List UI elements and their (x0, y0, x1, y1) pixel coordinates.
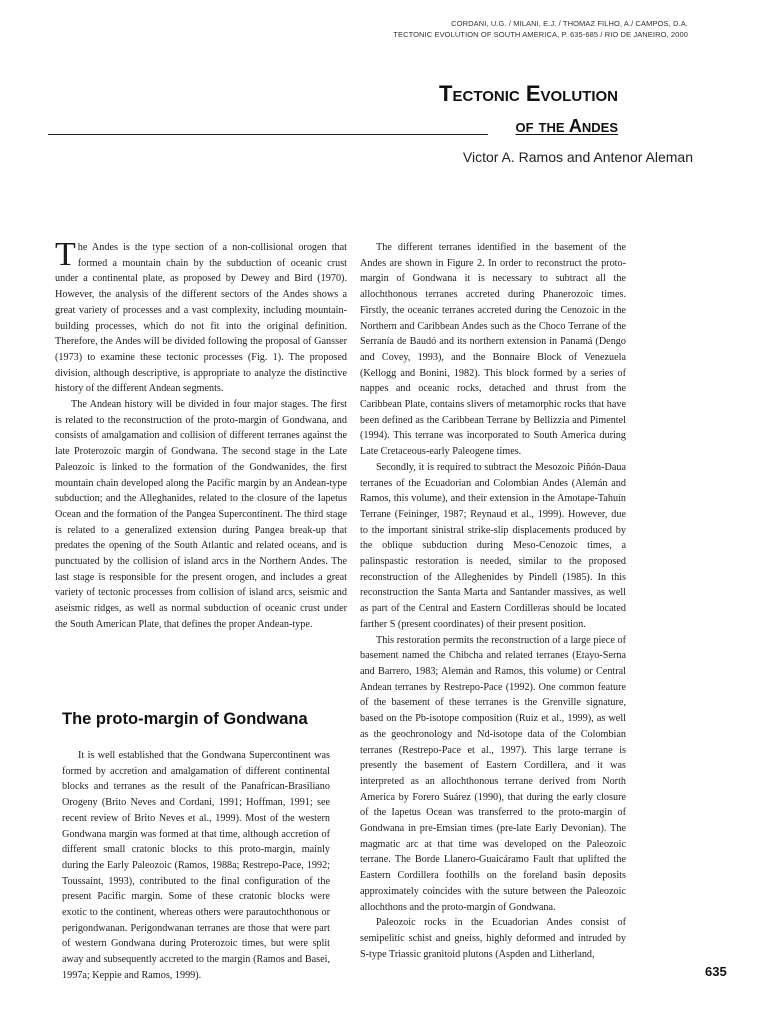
title-rule-divider (48, 134, 488, 135)
intro-paragraph-1 (55, 236, 347, 397)
right-column (360, 240, 626, 962)
citation-line-2: TECTONIC EVOLUTION OF SOUTH AMERICA, P. 635-685 / RIO DE JANEIRO, 2000 (393, 30, 688, 39)
page-number: 635 (705, 964, 727, 979)
intro-paragraph-1-text: he Andes is the type section of a non-collisional orogen that formed a mountain chain by the subduction of oceanic crust under a continental plate, as proposed by Dewey and Bird (1970). However, the analysis of the different sectors of the Andes shows a great variety of processes and a vast complexity, including mountain-building processes, which do not fit into the original definition. Therefore, the Andes will be divided following the proposal of Gansser (1973) to examine these tectonic processes (Fig. 1). The proposed division, although descriptive, is appropriate to analyze the distinctive history of the different Andean segments. (55, 242, 347, 395)
right-paragraph-4: Paleozoic rocks in the Ecuadorian Andes consist of semipelitic schist and gneiss, highly deformed and intruded by S-type Triassic granitoid plutons (Aspden and Litherland, (360, 917, 626, 960)
article-title-line-2: of the Andes (515, 116, 618, 136)
left-column (55, 236, 347, 633)
article-authors: Victor A. Ramos and Antenor Aleman (462, 149, 693, 165)
citation-line-1: CORDANI, U.G. / MILANI, E.J. / THOMAZ FILHO, A./ CAMPOS, D.A. (451, 19, 688, 28)
right-paragraph-1: The different terranes identified in the basement of the Andes are shown in Figure 2. In order to reconstruct the proto-margin of Gondwana it is necessary to subtract all the allochthonous terranes accreted during Phanerozoic times. Firstly, the oceanic terranes accreted during the Cenozoic in the Northern and Caribbean Andes such as the Choco Terrane of the Serranía de Baudó and its northern extension in Panamá (Dengo and Covey, 1993), and the Bonnaire Block of Venezuela (Kellogg and Bonini, 1982). This block formed by a series of nappes and oceanic rocks, detached and thrust from the Caribbean Plate, contains slivers of metamorphic rocks that have been defined as the Caribbean Terrane by Bellizzia and Pimentel (1994). This terrane was incorporated to South America during Late Cretaceous-early Paleogene times. (360, 242, 626, 458)
section-body (62, 748, 330, 984)
drop-cap: T (55, 236, 76, 273)
section-heading: The proto-margin of Gondwana (62, 710, 308, 728)
article-title-line-1: Tectonic Evolution (439, 81, 618, 106)
right-paragraph-3: This restoration permits the reconstruction of a large piece of basement named the Chibcha and related terranes (Etayo-Serna and Barrero, 1983; Alemán and Ramos, this volume) or Central Andean terranes by Restrepo-Pace (1992). One common feature of the basement of these terranes is the Grenville signature, based on the Pb-isotope composition (Ruiz et al., 1999), as well as the geochronology and Nd-isotope data of the Colombian terranes (Restrepo-Pace et al., 1997). This large terrane is presently the basement of Eastern Cordillera, and it was interpreted as an allochthonous terrane derived from North America by Forero Suárez (1990), that during the early closure of the Iapetus Ocean was transferred to the proto-margin of Gondwana in pre-Emsian times (pre-late Early Devonian). The magmatic arc at that time was developed on the Paleozoic terrane. The Borde Llanero-Guaicáramo Fault that uplifted the Eastern Cordillera foothills on the foreland basin deposits approximately coincides with the suture between the Paleozoic allochthons and the proto-margin of Gondwana. (360, 634, 626, 913)
intro-paragraph-2: The Andean history will be divided in four major stages. The first is related to the reconstruction of the proto-margin of Gondwana, and consists of amalgamation and collision of different terranes against the late Proterozoic margin of Gondwana. The second stage in the Late Paleozoic is linked to the formation of the Gondwanides, the first mountain chain developed along the Pacific margin by an Andean-type subduction; and the Alleghanides, related to the closure of the Iapetus Ocean and the formation of the Pangea Supercontinent. The third stage is related to a generalized extension during Pangea break-up that predates the opening of the South Atlantic and related oceans, and is punctuated by the collision of island arcs in the Northern Andes. The last stage is responsible for the present orogen, and includes a great variety of tectonic processes from collision of island arcs, seismic and aseismic ridges, as well as normal subduction of oceanic crust under the South American Plate, that defines the proper Andean-type. (55, 399, 347, 630)
right-paragraph-2: Secondly, it is required to subtract the Mesozoic Piñón-Daua terranes of the Ecuadorian and Colombian Andes (Alemán and Ramos, this volume), and their extension in the Amotape-Tahuín Terrane (Feininger, 1987; Reynaud et al., 1999). However, due to the important sinistral strike-slip displacements produced by the oblique subduction during Meso-Cenozoic times, a palinspastic restoration is needed, similar to the proposed reconstruction of the Alleghenides by Pindell (1985). In this reconstruction the Santa Marta and Santander massives, as well as part of the Central and Eastern Cordilleras should be located farther S (present coordinates) of their present position. (360, 461, 626, 630)
section-paragraph-1: It is well established that the Gondwana Supercontinent was formed by accretion and amalgamation of different continental blocks and terranes as the result of the Panafrican-Brasiliano Orogeny (Brito Neves and Cordani, 1991; Hoffman, 1991; see recent review of Brito Neves et al., 1999). Most of the western Gondwana margin was formed at that time, although accretion of different small cratonic blocks to this proto-margin, mainly during the Early Paleozoic (Ramos, 1988a; Restrepo-Pace, 1992; Toussaint, 1993), contributed to the final configuration of the present Pacific margin. Some of these cratonic blocks were exotic to the continent, whereas others were parautochthonous or perigondwanan. Perigondwanan terranes are those that were part of western Gondwana during Proterozoic times, but were split away and subsequently accreted to the margin (Ramos and Basei, 1997a; Keppie and Ramos, 1999). (62, 750, 330, 981)
journal-citation (393, 18, 688, 40)
